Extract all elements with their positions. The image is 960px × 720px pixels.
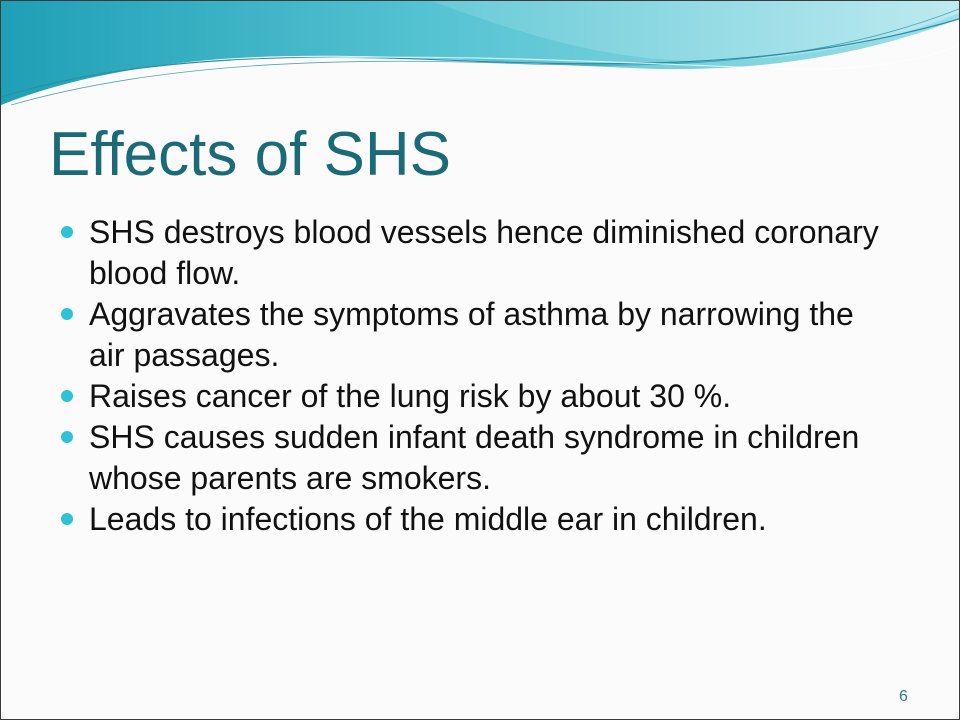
bullet-item <box>59 417 879 499</box>
bullet-text: SHS destroys blood vessels hence diminished coronary blood flow. <box>89 214 879 291</box>
bullet-item <box>59 499 879 540</box>
bullet-dot-icon <box>61 431 73 443</box>
bullet-dot-icon <box>61 390 73 402</box>
header-wave-decoration <box>1 1 959 116</box>
bullet-dot-icon <box>61 308 73 320</box>
bullet-text: Raises cancer of the lung risk by about 30 %. <box>89 378 732 414</box>
bullet-item <box>59 212 879 294</box>
bullet-text: SHS causes sudden infant death syndrome in children whose parents are smokers. <box>89 419 860 496</box>
bullet-item <box>59 294 879 376</box>
bullet-dot-icon <box>61 226 73 238</box>
page-number: 6 <box>899 688 908 705</box>
bullet-list <box>59 212 879 540</box>
bullet-text: Aggravates the symptoms of asthma by narrowing the air passages. <box>89 296 854 373</box>
slide-title: Effects of SHS <box>49 120 452 189</box>
bullet-text: Leads to infections of the middle ear in children. <box>89 501 767 537</box>
bullet-item <box>59 376 879 417</box>
bullet-dot-icon <box>61 513 73 525</box>
